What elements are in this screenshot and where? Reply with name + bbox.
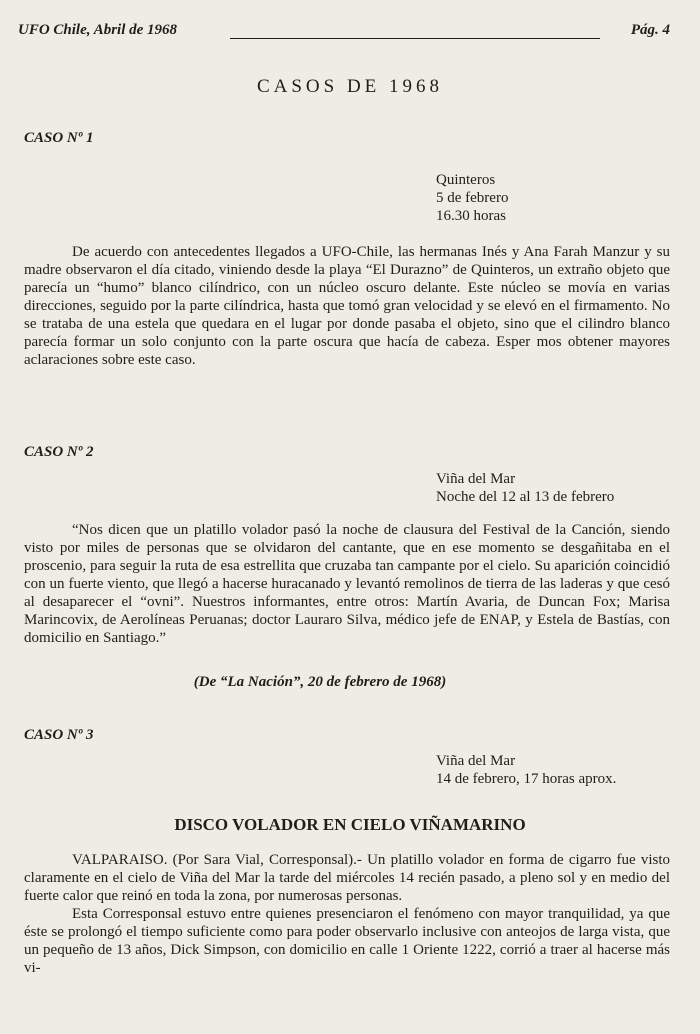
caso-2-source: (De “La Nación”, 20 de febrero de 1968): [193, 674, 447, 690]
caso-1-paragraph: De acuerdo con antecedentes llegados a UFO-Chile, las hermanas Inés y Ana Farah Manzur y su madre observaron el día citado, viniendo desde la playa “El Durazno” de Quinteros, un extraño objeto que parecía un “humo” blanco cilíndrico, con un núcleo oscuro delante. Este núcleo se movía en varias direcciones, seguido por la parte cilíndrica, hasta que tomó gran velocidad y se elevó en el firmamento. No se trataba de una estela que quedara en el lugar por donde pasaba el objeto, sino que el cilindro blanco parecía formar un solo conjunto con la parte oscura que hacía de cabeza. Esper mos obtener mayores aclaraciones sobre este caso.: [24, 244, 670, 368]
caso-2-date: Noche del 12 al 13 de febrero: [436, 489, 615, 505]
caso-3-place: Viña del Mar: [436, 753, 516, 769]
caso-1-location: [436, 171, 508, 225]
caso-1-place: Quinteros: [436, 172, 496, 188]
page-number: Pág. 4: [630, 22, 670, 38]
article-body: [24, 851, 670, 977]
article-paragraph-2: Esta Corresponsal estuvo entre quienes presenciaron el fenómeno con mayor tranquilidad, ya que éste se prolongó el tiempo suficiente como para poder observarlo inclusive con anteojos de larga vista, que un pequeño de 13 años, Dick Simpson, con domicilio en calle 1 Oriente 1222, corrió a traer al hacerse más vi-: [24, 906, 670, 976]
caso-2-body: [24, 521, 670, 647]
caso-2-label: CASO Nº 2: [24, 444, 94, 460]
caso-2-paragraph: “Nos dicen que un platillo volador pasó la noche de clausura del Festival de la Canción, siendo visto por miles de personas que se olvidaron del cantante, que en ese momento se desgañitaba en el proscenio, para seguir la ruta de esa estrellita que cruzaba tan campante por el cielo. Su aparición coincidió con un fuerte viento, que llegó a hacerse huracanado y levantó remolinos de tierra de las laderas y que cesó al desaparecer el “ovni”. Nuestros informantes, entre otros: Martín Avaria, de Duncan Fox; Marisa Marincovix, de Aerolíneas Peruanas; doctor Lauraro Silva, médico jefe de ENAP, y Estela de Bastías, con domicilio en Santiago.”: [24, 522, 670, 646]
page-header: [18, 22, 670, 44]
caso-2-place: Viña del Mar: [436, 471, 516, 487]
caso-3-date: 14 de febrero, 17 horas aprox.: [436, 771, 617, 787]
caso-3-location: [436, 752, 616, 788]
caso-2-location: [436, 470, 614, 506]
article-headline: DISCO VOLADOR EN CIELO VIÑAMARINO: [174, 815, 526, 834]
caso-1-time: 16.30 horas: [436, 208, 506, 224]
caso-1-date: 5 de febrero: [436, 190, 509, 206]
article-paragraph-1: VALPARAISO. (Por Sara Vial, Corresponsal).- Un platillo volador en forma de cigarro fue visto claramente en el cielo de Viña del Mar la tarde del miércoles 14 recién pasado, a pleno sol y en medio del fuerte calor que reinó en toda la zona, por numerosas personas.: [24, 852, 670, 904]
caso-1-label: CASO Nº 1: [24, 130, 94, 146]
page-title: CASOS DE 1968: [256, 76, 444, 97]
publication-title: UFO Chile, Abril de 1968: [18, 22, 178, 38]
caso-3-label: CASO Nº 3: [24, 727, 94, 743]
caso-1-body: [24, 243, 670, 369]
header-rule: [230, 38, 600, 39]
